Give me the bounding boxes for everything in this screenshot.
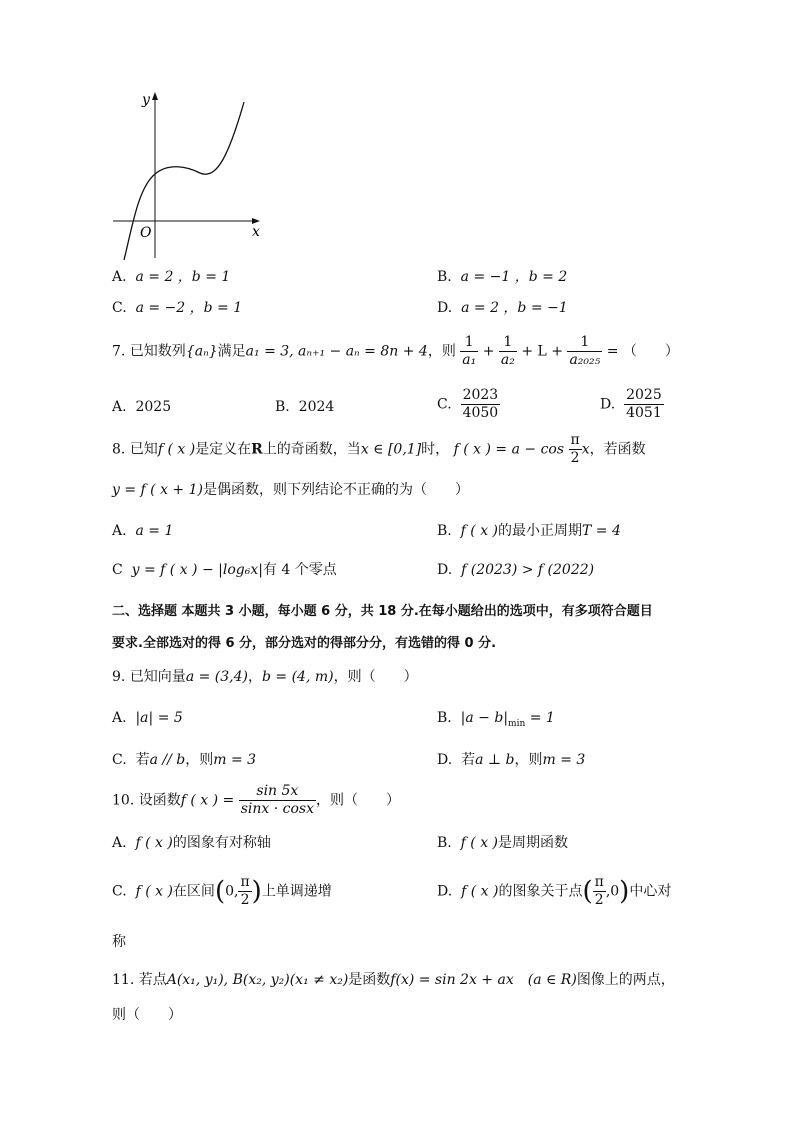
q9-option-c: C. 若a // b，则m = 3: [112, 752, 257, 768]
q10-option-d: D. f ( x )的图象关于点( $\frac{\pi}{2}$ ,0)中心对: [437, 874, 672, 908]
q10-option-b: B. f ( x )是周期函数: [437, 835, 569, 851]
function-graph: [108, 88, 268, 263]
q11-stem-line2: 则（ ）: [112, 1007, 182, 1023]
q8-option-d: D. f (2023) > f (2022): [437, 562, 595, 578]
q10-option-d-wrap: 称: [112, 934, 126, 950]
q7-frac-3: $\frac{1}{\text{a₂₀₂₅}}$: [569, 334, 601, 368]
q6-option-d: D. a = 2 ，b = −1: [437, 300, 568, 316]
q9-option-a: A. |a| = 5: [112, 710, 183, 726]
y-axis-arrow: [152, 92, 158, 100]
q9-option-d: D. 若a ⊥ b，则m = 3: [437, 752, 586, 768]
graph-origin-label: O: [140, 225, 152, 241]
q10-option-a: A. f ( x )的图象有对称轴: [112, 835, 271, 851]
section2-heading-line2: 要求.全部选对的得 6 分，部分选对的得部分分，有选错的得 0 分.: [112, 636, 497, 651]
q8-stem-line1: 8. 已知f ( x )是定义在R上的奇函数，当x ∈ [0,1]时， f ( x ) = a − cos $\frac{\pi}{2}$ x，若函数: [112, 432, 646, 466]
q6-option-c: C. a = −2 ，b = 1: [112, 300, 243, 316]
q7-frac-1: $\frac{1}{\text{a₁}}$: [462, 334, 477, 368]
q7-option-b: B. 2024: [275, 399, 335, 415]
section2-heading-line1: 二、选择题 本题共 3 小题，每小题 6 分，共 18 分.在每小题给出的选项中，有多项符合题目: [112, 604, 653, 619]
q9-option-b: B. $|a - b|_{min} = 1$: [437, 710, 555, 729]
q11-stem-line1: 11. 若点A(x₁, y₁), B(x₂, y₂)(x₁ ≠ x₂)是函数f(x) = sin 2x + ax (a ∈ R)图像上的两点，: [112, 972, 675, 988]
q6-option-b: B. a = −1 ，b = 2: [437, 269, 568, 285]
q8-option-a: A. a = 1: [112, 523, 174, 539]
graph-y-label: y: [142, 92, 150, 108]
q8-option-c: C y = f ( x ) − |log₆x|有 4 个零点: [112, 562, 337, 578]
q7-option-c: C. $\frac{2023}{4050}$: [437, 387, 499, 421]
graph-x-label: x: [252, 224, 260, 240]
q10-option-c: C. f ( x )在区间(0, $\frac{\pi}{2}$ )上单调递增: [112, 874, 332, 908]
q10-stem: 10. 设函数f ( x ) = $\frac{\sin 5x}{\sin x \cdot \cos x}$ ，则（ ）: [112, 783, 400, 817]
q8-option-b: B. f ( x )的最小正周期T = 4: [437, 523, 621, 539]
q6-option-a: A. a = 2 ，b = 1: [112, 269, 231, 285]
q8-stem-line2: y = f ( x + 1)是偶函数，则下列结论不正确的为（ ）: [112, 482, 469, 498]
q7-option-d: D. $\frac{2025}{4051}$: [600, 387, 662, 421]
q9-stem: 9. 已知向量a = (3,4)，b = (4, m)，则（ ）: [112, 669, 418, 685]
q7-option-a: A. 2025: [112, 399, 172, 415]
q7-frac-2: $\frac{1}{\text{a₂}}$: [500, 334, 515, 368]
q7-stem: 7. 已知数列{aₙ}满足a₁ = 3, aₙ₊₁ − aₙ = 8n + 4，则 $\frac{1}{\text{a₁}}$ + $\frac{1}{\text{a₂}}$ + L + $\frac{1}{\text{a₂₀₂₅}}$ = （ ）: [112, 334, 679, 368]
